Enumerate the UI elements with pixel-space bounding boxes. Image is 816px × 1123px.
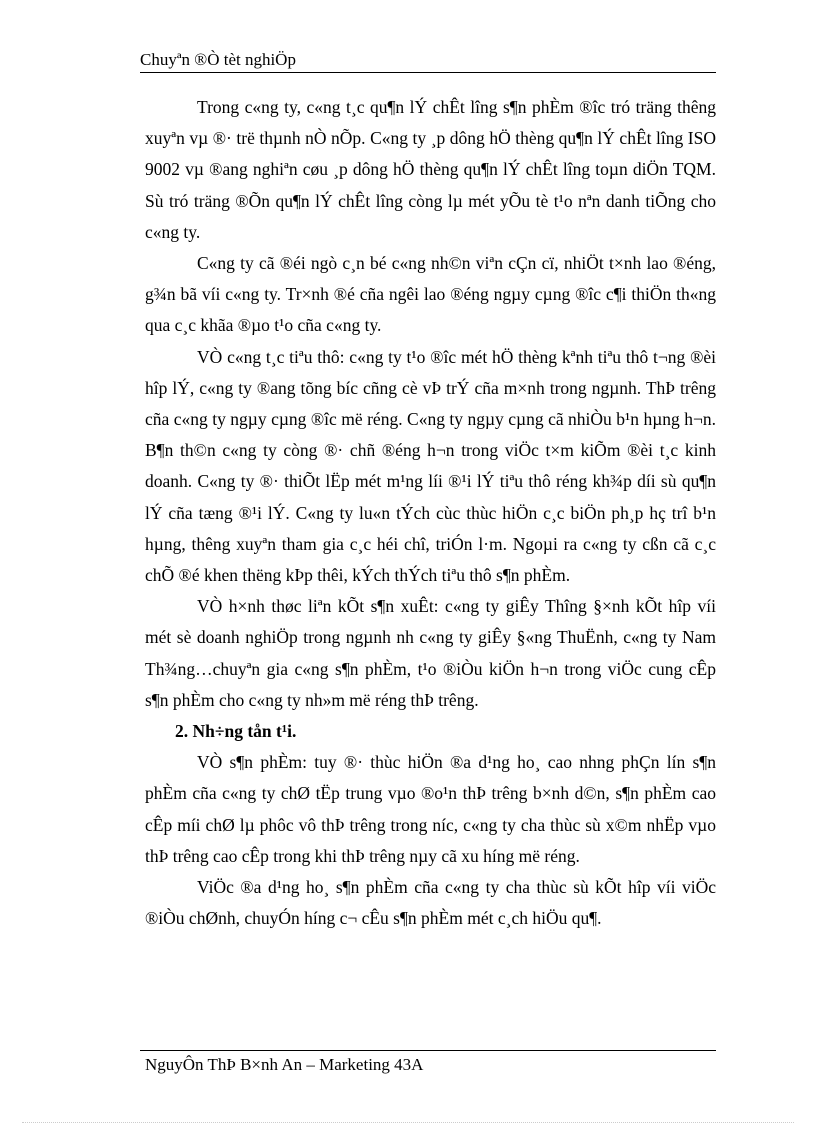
paragraph-products: VÒ s¶n phÈm: tuy ®· thùc hiÖn ®a d¹ng ho¸ cao nhng phÇn lín s¶n phÈm cña c«ng ty chØ tËp trung vµo ®o¹n thÞ trêng b×nh d©n, s¶n phÈm cao cÊp míi chØ lµ phôc vô thÞ trêng trong níc, c«ng ty cha thùc sù x©m nhËp vµo thÞ trêng cao cÊp trong khi thÞ trêng nµy cã xu híng më réng. (145, 752, 716, 866)
section-heading: 2. Nh÷ng tån t¹i. (175, 721, 297, 742)
document-footer: NguyÔn ThÞ B×nh An – Marketing 43A (145, 1055, 424, 1074)
paragraph-quality-management: Trong c«ng ty, c«ng t¸c qu¶n lÝ chÊt lîng s¶n phÈm ®îc tró träng thêng xuyªn vµ ®· trë thµnh nÒ nÕp. C«ng ty ¸p dông hÖ thèng qu¶n lÝ chÊt lîng ISO 9002 vµ ®ang nghiªn cøu ¸p dông hÖ thèng qu¶n lÝ chÊt lîng toµn diÖn TQM. Sù tró träng ®Õn qu¶n lÝ chÊt lîng còng lµ mét yÕu tè t¹o nªn danh tiÕng cho c«ng ty. (145, 97, 716, 242)
document-body (145, 92, 716, 934)
document-header: Chuyªn ®Ò tèt nghiÖp (140, 50, 296, 69)
paragraph-diversification: ViÖc ®a d¹ng ho¸ s¶n phÈm cña c«ng ty cha thùc sù kÕt hîp víi viÖc ®iÒu chØnh, chuyÓn híng c¬ cÊu s¶n phÈm mét c¸ch hiÖu qu¶. (145, 877, 716, 929)
footer-divider (140, 1050, 716, 1051)
header-divider (140, 72, 716, 73)
paragraph-sales: VÒ c«ng t¸c tiªu thô: c«ng ty t¹o ®îc mét hÖ thèng kªnh tiªu thô t¬ng ®èi hîp lÝ, c«ng ty ®ang tõng bíc cñng cè vÞ trÝ cña m×nh trong ngµnh. ThÞ trêng cña c«ng ty ngµy cµng ®îc më réng. C«ng ty ngµy cµng cã nhiÒu b¹n hµng h¬n. B¶n th©n c«ng ty còng ®· chñ ®éng h¬n trong viÖc t×m kiÕm ®èi t¸c kinh doanh. C«ng ty ®· thiÕt lËp mét m¹ng líi ®¹i lÝ tiªu thô réng kh¾p díi sù qu¶n lÝ cña tæng ®¹i lÝ. C«ng ty lu«n tÝch cùc thùc hiÖn c¸c biÖn ph¸p hç trî b¹n hµng, thêng xuyªn tham gia c¸c héi chî, triÓn l·m. Ngoµi ra c«ng ty cßn cã c¸c chÕ ®é khen thëng kÞp thêi, kÝch thÝch tiªu thô s¶n phÈm. (145, 346, 716, 586)
paragraph-workforce: C«ng ty cã ®éi ngò c¸n bé c«ng nh©n viªn cÇn cï, nhiÖt t×nh lao ®éng, g¾n bã víi c«ng ty. Tr×nh ®é cña ngêi lao ®éng ngµy cµng ®îc c¶i thiÖn th«ng qua c¸c khãa ®µo t¹o cña c«ng ty. (145, 253, 716, 336)
paragraph-production-links: VÒ h×nh thøc liªn kÕt s¶n xuÊt: c«ng ty giÊy Thîng §×nh kÕt hîp víi mét sè doanh nghiÖp trong ngµnh nh c«ng ty giÊy §«ng ThuËnh, c«ng ty Nam Th¾ng…chuyªn gia c«ng s¶n phÈm, t¹o ®iÒu kiÖn h¬n trong viÖc cung cÊp s¶n phÈm cho c«ng ty nh»m më réng thÞ trêng. (145, 596, 716, 710)
